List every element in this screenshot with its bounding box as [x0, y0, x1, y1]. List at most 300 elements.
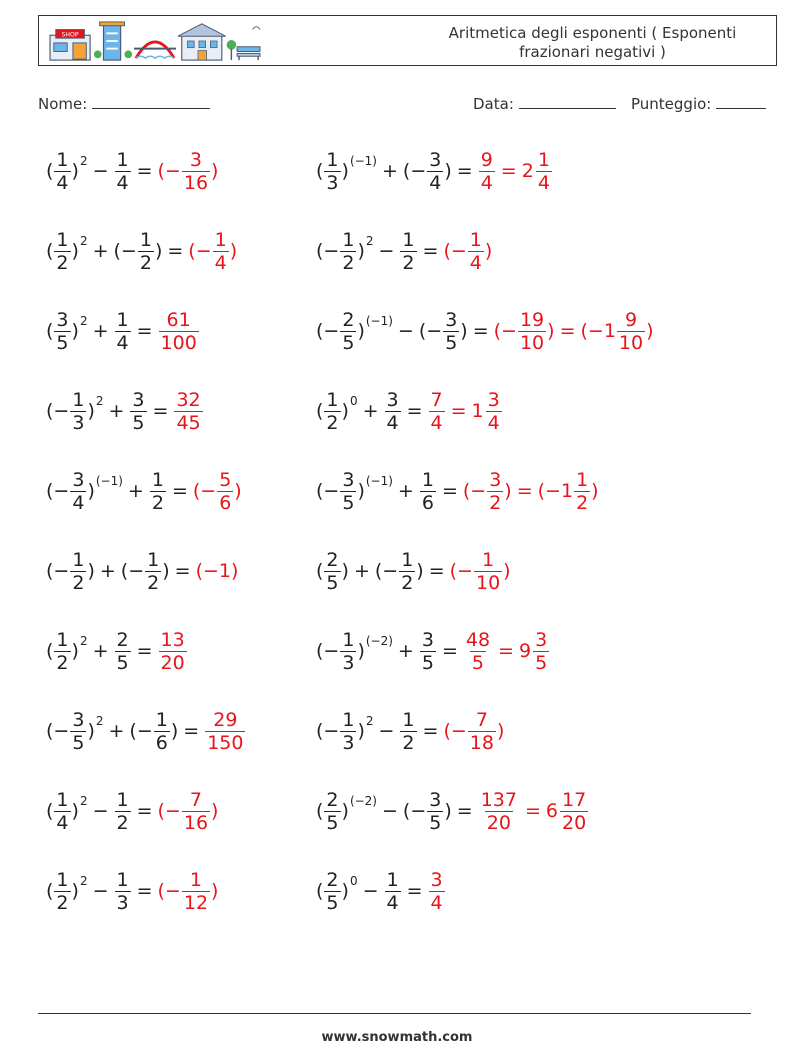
fraction	[443, 309, 459, 354]
paren-text: (	[316, 800, 324, 822]
operator: +	[92, 640, 109, 662]
fraction-numerator: 3	[386, 388, 399, 411]
paren-text: (−	[129, 720, 153, 742]
problem-expression	[46, 309, 158, 354]
fraction	[324, 149, 340, 194]
paren-text: (−	[157, 800, 181, 822]
paren-text: (−	[449, 560, 473, 582]
fraction-numerator: 3	[421, 628, 434, 651]
fraction-denominator: 4	[56, 171, 69, 194]
paren-text: )	[211, 800, 219, 822]
fraction-denominator: 2	[342, 251, 355, 274]
paren-text: (−	[46, 720, 70, 742]
problem-expression	[316, 389, 428, 434]
problem-expression	[46, 229, 188, 274]
fraction-numerator: 1	[326, 388, 339, 411]
name-field[interactable]	[38, 94, 210, 113]
fraction	[54, 309, 70, 354]
fraction	[115, 149, 131, 194]
fraction-denominator: 2	[72, 571, 85, 594]
fraction-denominator: 4	[56, 811, 69, 834]
paren-text: )	[87, 480, 95, 502]
whole-number: 2	[521, 160, 534, 182]
fraction	[420, 629, 436, 674]
problem-expression	[316, 229, 443, 274]
operator: −	[382, 800, 398, 822]
fraction-numerator: 1	[72, 388, 85, 411]
fraction-denominator: 3	[326, 171, 339, 194]
fraction	[138, 229, 154, 274]
fraction	[159, 309, 199, 354]
fraction-numerator: 3	[445, 308, 458, 331]
operator: +	[92, 240, 109, 262]
paren-text: (−	[462, 480, 487, 502]
score-line[interactable]	[716, 94, 766, 109]
fraction-numerator: 5	[219, 468, 232, 491]
paren-text: (−1	[580, 320, 616, 342]
paren-text: )	[504, 480, 512, 502]
operator: =	[456, 160, 473, 182]
exponent: 0	[349, 874, 358, 888]
fraction-numerator: 9	[480, 148, 493, 171]
operator: −	[378, 720, 395, 742]
operator: =	[167, 240, 184, 262]
fraction-numerator: 2	[326, 788, 339, 811]
operator: −	[397, 320, 414, 342]
operator: −	[378, 240, 395, 262]
name-line[interactable]	[92, 94, 210, 109]
fraction-numerator: 9	[624, 308, 638, 331]
exponent: (−2)	[349, 794, 377, 808]
fraction-denominator: 5	[421, 651, 434, 674]
fraction-denominator: 4	[116, 171, 129, 194]
operator: +	[108, 720, 125, 742]
fraction-denominator: 2	[576, 491, 589, 514]
problem-p5	[46, 301, 200, 361]
fraction-denominator: 4	[386, 411, 399, 434]
fraction	[70, 469, 86, 514]
problem-expression	[46, 469, 193, 514]
exponent: 0	[349, 394, 358, 408]
fraction-denominator: 16	[183, 811, 209, 834]
paren-text: )	[357, 720, 365, 742]
fraction-numerator: 19	[519, 308, 545, 331]
problem-expression	[316, 789, 478, 834]
name-label: Nome:	[38, 95, 88, 113]
fraction-denominator: 20	[561, 811, 587, 834]
operator: =	[136, 160, 153, 182]
operator: +	[108, 400, 125, 422]
problem-expression	[316, 469, 463, 514]
fraction-denominator: 5	[342, 331, 355, 354]
fraction-denominator: 4	[429, 171, 442, 194]
tower-icon	[94, 22, 132, 60]
fraction-denominator: 3	[72, 411, 85, 434]
operator: +	[397, 640, 414, 662]
title-line-2: frazionari negativi )	[519, 43, 666, 61]
fraction	[54, 629, 70, 674]
paren-text: )	[87, 400, 95, 422]
fraction-denominator: 2	[56, 891, 69, 914]
paren-text: )	[170, 720, 179, 742]
fraction-denominator: 10	[475, 571, 501, 594]
fraction	[340, 629, 356, 674]
fraction-numerator: 1	[56, 788, 69, 811]
fraction	[145, 549, 161, 594]
paren-text: )	[71, 640, 79, 662]
fraction-denominator: 2	[139, 251, 152, 274]
fraction-denominator: 4	[430, 891, 443, 914]
paren-text: (−	[402, 160, 427, 182]
fraction	[115, 869, 131, 914]
operator: −	[362, 880, 379, 902]
exponent: 2	[95, 714, 104, 728]
fraction-denominator: 4	[537, 171, 550, 194]
fraction-denominator: 4	[72, 491, 85, 514]
paren-text: (	[46, 880, 54, 902]
fraction	[400, 709, 416, 754]
operator: +	[99, 560, 116, 582]
problem-expression	[316, 629, 463, 674]
paren-text: )	[87, 720, 95, 742]
fraction	[340, 229, 356, 274]
paren-text: (−	[402, 800, 427, 822]
paren-text: (−	[316, 240, 340, 262]
fraction	[385, 869, 401, 914]
fraction	[130, 389, 146, 434]
fraction-numerator: 1	[342, 708, 355, 731]
paren-text: (	[316, 400, 324, 422]
fraction	[617, 309, 645, 354]
paren-text: )	[71, 160, 79, 182]
operator: +	[397, 480, 414, 502]
fraction-numerator: 137	[480, 788, 517, 811]
fraction	[54, 229, 70, 274]
fraction-denominator: 5	[132, 411, 145, 434]
problem-answer	[193, 469, 242, 514]
footer-url[interactable]: www.snowmath.com	[321, 1030, 473, 1045]
paren-text: )	[71, 880, 79, 902]
problem-answer	[463, 469, 599, 514]
fraction-numerator: 1	[469, 228, 482, 251]
fraction	[115, 309, 131, 354]
fraction-numerator: 3	[132, 388, 145, 411]
fraction-denominator: 5	[326, 811, 339, 834]
paren-text: (	[46, 160, 54, 182]
problem-p1	[46, 141, 218, 201]
fraction	[324, 869, 340, 914]
fraction-numerator: 1	[214, 228, 227, 251]
fraction-numerator: 3	[429, 788, 442, 811]
fraction-denominator: 5	[72, 731, 85, 754]
fraction	[70, 389, 86, 434]
problem-answer	[428, 389, 503, 434]
operator: =	[136, 880, 153, 902]
fraction-denominator: 5	[471, 651, 484, 674]
paren-text: (−	[46, 400, 70, 422]
fraction-numerator: 3	[535, 628, 548, 651]
problem-answer	[158, 789, 219, 834]
fraction-numerator: 7	[189, 788, 202, 811]
paren-text: (−	[157, 880, 181, 902]
operator: =	[441, 640, 458, 662]
operator: =	[152, 400, 169, 422]
fraction-numerator: 1	[116, 148, 129, 171]
fraction	[560, 789, 588, 834]
exponent: 2	[79, 154, 88, 168]
fraction-denominator: 45	[176, 411, 201, 434]
operator: +	[362, 400, 379, 422]
fraction-numerator: 1	[342, 228, 355, 251]
operator: +	[382, 160, 398, 182]
problem-expression	[46, 549, 196, 594]
fraction-numerator: 1	[151, 468, 164, 491]
date-field[interactable]	[473, 94, 616, 113]
fraction-denominator: 4	[480, 171, 493, 194]
operator: =	[406, 400, 423, 422]
fraction	[54, 789, 70, 834]
fraction-denominator: 2	[326, 411, 339, 434]
date-line[interactable]	[519, 94, 616, 109]
fraction-numerator: 2	[116, 628, 129, 651]
shop-icon	[50, 30, 90, 61]
fraction	[533, 629, 549, 674]
paren-text: (−	[157, 160, 181, 182]
fraction-numerator: 1	[116, 868, 129, 891]
paren-text: )	[646, 320, 654, 342]
paren-text: (−	[316, 640, 340, 662]
fraction-numerator: 2	[342, 308, 355, 331]
fraction-denominator: 5	[535, 651, 548, 674]
paren-text: (−1)	[195, 560, 239, 582]
problem-p6	[316, 301, 654, 361]
fraction	[479, 789, 519, 834]
fraction	[70, 549, 86, 594]
fraction	[468, 229, 484, 274]
fraction-numerator: 1	[401, 548, 414, 571]
fraction-numerator: 1	[576, 468, 589, 491]
fraction-denominator: 6	[219, 491, 232, 514]
fraction-numerator: 1	[421, 468, 434, 491]
operator: −	[92, 880, 109, 902]
fraction-numerator: 1	[56, 148, 69, 171]
problem-answer	[158, 629, 188, 674]
operator: =	[422, 240, 439, 262]
fraction	[479, 149, 495, 194]
header-illustration	[43, 20, 268, 62]
paren-text: )	[444, 160, 452, 182]
fraction-numerator: 3	[489, 468, 502, 491]
fraction	[159, 629, 187, 674]
fraction-denominator: 6	[155, 731, 168, 754]
fraction-numerator: 48	[465, 628, 491, 651]
paren-text: )	[357, 640, 365, 662]
fraction-denominator: 3	[116, 891, 129, 914]
fraction	[150, 469, 166, 514]
paren-text: )	[71, 800, 79, 822]
operator: =	[406, 880, 423, 902]
fraction-denominator: 12	[183, 891, 209, 914]
fraction	[324, 389, 340, 434]
fraction-denominator: 3	[342, 731, 355, 754]
paren-text: )	[234, 480, 242, 502]
paren-text: )	[341, 160, 349, 182]
operator: =	[559, 320, 576, 342]
shop-sign-text: SHOP	[61, 31, 79, 39]
fraction-numerator: 61	[166, 308, 191, 331]
problem-answer	[478, 149, 553, 194]
fraction-numerator: 29	[213, 708, 238, 731]
paren-text: )	[341, 880, 349, 902]
problem-expression	[46, 389, 173, 434]
fraction-denominator: 18	[469, 731, 494, 754]
fraction-denominator: 10	[618, 331, 644, 354]
fraction-denominator: 2	[116, 811, 129, 834]
date-label: Data:	[473, 95, 514, 113]
paren-text: (−	[316, 480, 340, 502]
fraction-denominator: 4	[116, 331, 129, 354]
fraction-numerator: 3	[487, 388, 500, 411]
worksheet-header	[38, 15, 777, 66]
operator: =	[136, 640, 153, 662]
paren-text: )	[547, 320, 555, 342]
operator: =	[516, 480, 533, 502]
paren-text: (	[316, 560, 324, 582]
paren-text: )	[71, 240, 79, 262]
fraction	[324, 549, 340, 594]
problem-answer	[158, 869, 219, 914]
fraction-numerator: 1	[155, 708, 168, 731]
paren-text: )	[229, 240, 238, 262]
problem-answer	[463, 629, 550, 674]
bench-icon	[227, 27, 260, 60]
paren-text: (	[316, 160, 324, 182]
fraction-denominator: 2	[402, 251, 415, 274]
fraction-numerator: 3	[189, 148, 202, 171]
paren-text: (	[46, 320, 54, 342]
fraction-denominator: 6	[421, 491, 434, 514]
fraction	[324, 789, 340, 834]
operator: =	[441, 480, 458, 502]
paren-text: )	[444, 800, 452, 822]
fraction	[474, 549, 502, 594]
fraction	[205, 709, 245, 754]
problem-expression	[46, 149, 158, 194]
paren-text: (−	[443, 720, 467, 742]
fraction-denominator: 2	[147, 571, 160, 594]
fraction	[420, 469, 436, 514]
fraction	[213, 229, 229, 274]
paren-text: )	[357, 320, 365, 342]
operator: =	[183, 720, 200, 742]
fraction-denominator: 20	[160, 651, 185, 674]
problem-p8	[316, 381, 503, 441]
operator: =	[450, 400, 467, 422]
problem-expression	[316, 309, 494, 354]
fraction	[115, 629, 131, 674]
fraction-denominator: 4	[430, 411, 443, 434]
fraction-denominator: 4	[469, 251, 482, 274]
paren-text: )	[341, 400, 349, 422]
paren-text: )	[357, 240, 365, 262]
fraction	[399, 549, 415, 594]
paren-text: (−	[192, 480, 217, 502]
paren-text: (−	[316, 320, 340, 342]
operator: =	[174, 560, 191, 582]
operator: =	[500, 160, 517, 182]
exponent: 2	[79, 634, 88, 648]
operator: +	[127, 480, 144, 502]
fraction	[486, 389, 502, 434]
fraction-denominator: 5	[429, 811, 442, 834]
fraction	[174, 389, 202, 434]
fraction-numerator: 1	[326, 148, 339, 171]
problem-p11	[46, 541, 238, 601]
paren-text: )	[71, 320, 79, 342]
problem-answer	[158, 149, 219, 194]
fraction-denominator: 150	[207, 731, 244, 754]
problem-answer	[450, 549, 511, 594]
paren-text: )	[162, 560, 170, 582]
fraction-numerator: 1	[139, 228, 152, 251]
exponent: 2	[365, 714, 374, 728]
paren-text: (	[316, 880, 324, 902]
problem-p3	[46, 221, 237, 281]
fraction-denominator: 100	[160, 331, 197, 354]
fraction-numerator: 1	[116, 308, 129, 331]
fraction-numerator: 1	[402, 708, 415, 731]
fraction-numerator: 1	[537, 148, 550, 171]
fraction-denominator: 4	[487, 411, 500, 434]
fraction	[536, 149, 552, 194]
exponent: (−2)	[365, 634, 393, 648]
operator: =	[422, 720, 439, 742]
whole-number: 1	[471, 400, 484, 422]
fraction-denominator: 5	[445, 331, 458, 354]
fraction	[468, 709, 496, 754]
exponent: 2	[79, 234, 88, 248]
exponent: 2	[365, 234, 374, 248]
fraction	[464, 629, 492, 674]
fraction	[340, 309, 356, 354]
exponent: 2	[79, 874, 88, 888]
paren-text: )	[341, 800, 349, 822]
fraction-numerator: 13	[160, 628, 185, 651]
score-field[interactable]	[631, 94, 766, 113]
operator: =	[456, 800, 473, 822]
fraction-denominator: 2	[56, 251, 69, 274]
paren-text: (	[46, 640, 54, 662]
fraction-denominator: 3	[342, 651, 355, 674]
problem-p9	[46, 461, 242, 521]
fraction-numerator: 17	[561, 788, 587, 811]
fraction-numerator: 1	[386, 868, 399, 891]
problem-p14	[316, 621, 550, 681]
problem-answer	[443, 709, 504, 754]
problem-answer	[196, 560, 239, 582]
operator: −	[92, 800, 109, 822]
paren-text: )	[416, 560, 424, 582]
title-line-1: Aritmetica degli esponenti ( Esponenti	[448, 24, 737, 42]
fraction-numerator: 1	[56, 628, 69, 651]
problem-expression	[46, 629, 158, 674]
problem-p15	[46, 701, 246, 761]
fraction-denominator: 4	[386, 891, 399, 914]
problem-answer	[478, 789, 589, 834]
problem-p13	[46, 621, 188, 681]
problem-answer	[188, 229, 237, 274]
paren-text: )	[503, 560, 511, 582]
